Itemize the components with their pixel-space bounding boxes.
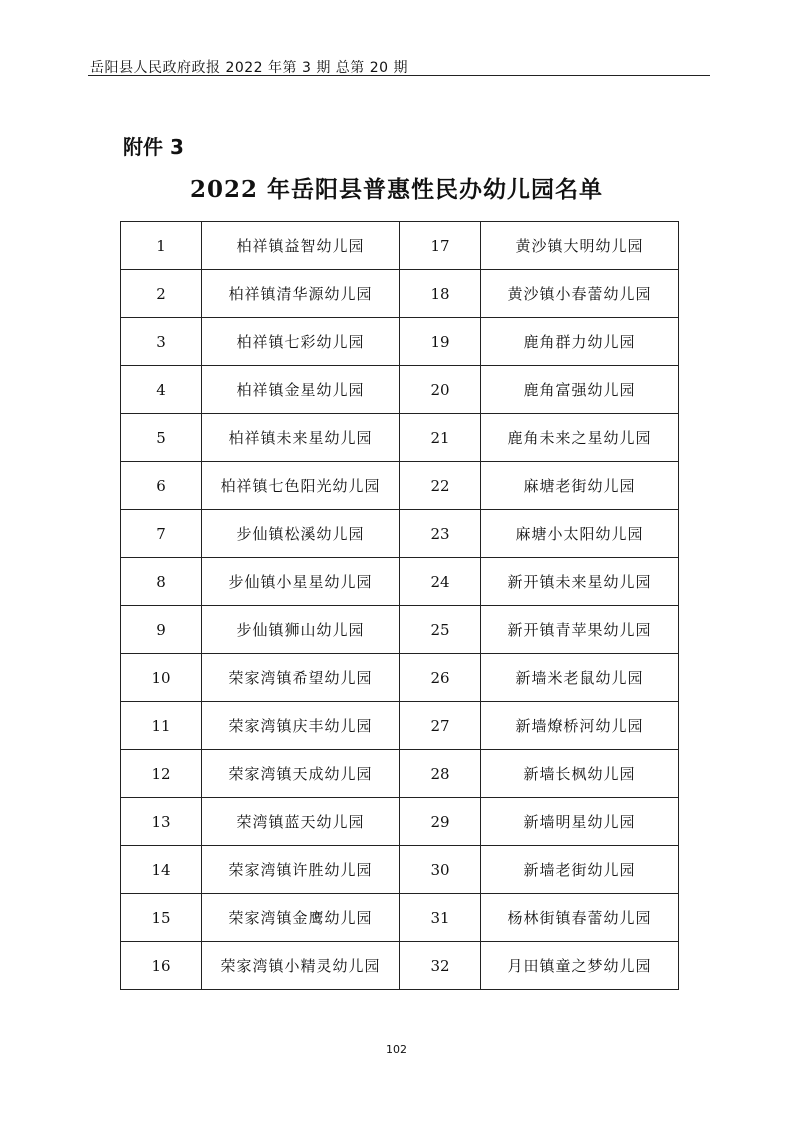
left-number-cell: 1 xyxy=(121,222,202,270)
right-name-cell: 新开镇青苹果幼儿园 xyxy=(481,606,679,654)
right-number-cell: 26 xyxy=(400,654,481,702)
table-row xyxy=(121,798,679,846)
right-name-cell: 新墙明星幼儿园 xyxy=(481,798,679,846)
table-row xyxy=(121,942,679,990)
left-name-cell: 柏祥镇清华源幼儿园 xyxy=(202,270,400,318)
left-name-cell: 柏祥镇金星幼儿园 xyxy=(202,366,400,414)
left-name-cell: 柏祥镇益智幼儿园 xyxy=(202,222,400,270)
table-row xyxy=(121,606,679,654)
page-number: 102 xyxy=(386,1043,407,1056)
right-number-cell: 23 xyxy=(400,510,481,558)
right-number-cell: 24 xyxy=(400,558,481,606)
left-name-cell: 柏祥镇七色阳光幼儿园 xyxy=(202,462,400,510)
right-number-cell: 29 xyxy=(400,798,481,846)
right-name-cell: 鹿角未来之星幼儿园 xyxy=(481,414,679,462)
table-row xyxy=(121,366,679,414)
left-name-cell: 荣家湾镇许胜幼儿园 xyxy=(202,846,400,894)
table-row xyxy=(121,270,679,318)
right-name-cell: 杨林街镇春蕾幼儿园 xyxy=(481,894,679,942)
right-name-cell: 新开镇未来星幼儿园 xyxy=(481,558,679,606)
left-number-cell: 13 xyxy=(121,798,202,846)
right-name-cell: 麻塘老街幼儿园 xyxy=(481,462,679,510)
left-name-cell: 柏祥镇七彩幼儿园 xyxy=(202,318,400,366)
left-name-cell: 荣家湾镇小精灵幼儿园 xyxy=(202,942,400,990)
left-number-cell: 2 xyxy=(121,270,202,318)
left-name-cell: 步仙镇小星星幼儿园 xyxy=(202,558,400,606)
right-number-cell: 31 xyxy=(400,894,481,942)
running-header: 岳阳县人民政府政报 2022 年第 3 期 总第 20 期 xyxy=(90,60,409,76)
right-name-cell: 新墙米老鼠幼儿园 xyxy=(481,654,679,702)
left-name-cell: 步仙镇松溪幼儿园 xyxy=(202,510,400,558)
right-number-cell: 30 xyxy=(400,846,481,894)
left-number-cell: 12 xyxy=(121,750,202,798)
left-name-cell: 荣家湾镇希望幼儿园 xyxy=(202,654,400,702)
left-name-cell: 步仙镇狮山幼儿园 xyxy=(202,606,400,654)
attachment-label: 附件 3 xyxy=(123,135,184,159)
right-name-cell: 黄沙镇大明幼儿园 xyxy=(481,222,679,270)
left-name-cell: 荣湾镇蓝天幼儿园 xyxy=(202,798,400,846)
kindergarten-table xyxy=(120,221,679,990)
table-row xyxy=(121,702,679,750)
left-number-cell: 8 xyxy=(121,558,202,606)
header-divider xyxy=(88,75,710,76)
right-number-cell: 32 xyxy=(400,942,481,990)
right-number-cell: 28 xyxy=(400,750,481,798)
right-name-cell: 新墙长枫幼儿园 xyxy=(481,750,679,798)
right-number-cell: 20 xyxy=(400,366,481,414)
left-number-cell: 4 xyxy=(121,366,202,414)
table-row xyxy=(121,846,679,894)
right-name-cell: 月田镇童之梦幼儿园 xyxy=(481,942,679,990)
left-number-cell: 16 xyxy=(121,942,202,990)
left-number-cell: 14 xyxy=(121,846,202,894)
right-number-cell: 17 xyxy=(400,222,481,270)
table-row xyxy=(121,558,679,606)
left-number-cell: 11 xyxy=(121,702,202,750)
table-row xyxy=(121,222,679,270)
right-number-cell: 19 xyxy=(400,318,481,366)
table-row xyxy=(121,462,679,510)
right-number-cell: 21 xyxy=(400,414,481,462)
left-name-cell: 荣家湾镇金鹰幼儿园 xyxy=(202,894,400,942)
right-number-cell: 25 xyxy=(400,606,481,654)
right-number-cell: 22 xyxy=(400,462,481,510)
table-row xyxy=(121,414,679,462)
left-number-cell: 3 xyxy=(121,318,202,366)
right-number-cell: 18 xyxy=(400,270,481,318)
right-number-cell: 27 xyxy=(400,702,481,750)
left-name-cell: 柏祥镇未来星幼儿园 xyxy=(202,414,400,462)
left-number-cell: 5 xyxy=(121,414,202,462)
table-row xyxy=(121,318,679,366)
right-name-cell: 新墙燎桥河幼儿园 xyxy=(481,702,679,750)
kindergarten-table-body xyxy=(121,222,679,990)
left-number-cell: 7 xyxy=(121,510,202,558)
left-number-cell: 15 xyxy=(121,894,202,942)
table-row xyxy=(121,654,679,702)
left-name-cell: 荣家湾镇天成幼儿园 xyxy=(202,750,400,798)
right-name-cell: 黄沙镇小春蕾幼儿园 xyxy=(481,270,679,318)
table-row xyxy=(121,894,679,942)
table-row xyxy=(121,510,679,558)
left-name-cell: 荣家湾镇庆丰幼儿园 xyxy=(202,702,400,750)
table-row xyxy=(121,750,679,798)
document-title: 2022 年岳阳县普惠性民办幼儿园名单 xyxy=(189,176,604,203)
left-number-cell: 10 xyxy=(121,654,202,702)
right-name-cell: 鹿角富强幼儿园 xyxy=(481,366,679,414)
left-number-cell: 6 xyxy=(121,462,202,510)
left-number-cell: 9 xyxy=(121,606,202,654)
right-name-cell: 新墙老街幼儿园 xyxy=(481,846,679,894)
right-name-cell: 麻塘小太阳幼儿园 xyxy=(481,510,679,558)
right-name-cell: 鹿角群力幼儿园 xyxy=(481,318,679,366)
